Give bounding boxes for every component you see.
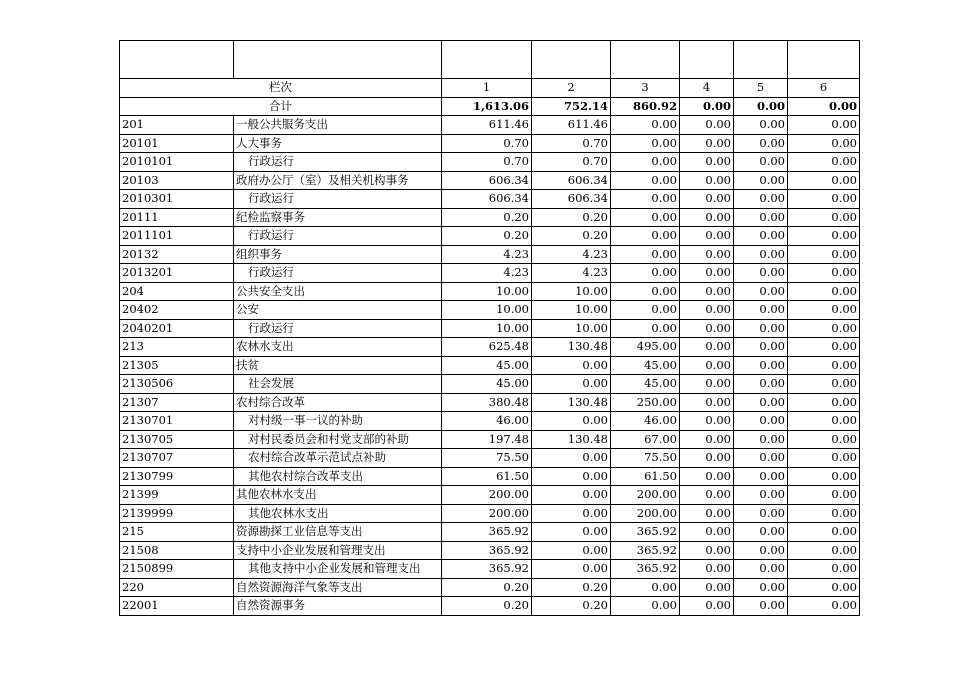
subject-code: 21305 bbox=[120, 356, 234, 375]
subject-code: 21399 bbox=[120, 486, 234, 505]
table-row bbox=[120, 560, 860, 579]
subject-name: 其他农村综合改革支出 bbox=[234, 467, 442, 486]
table-row bbox=[120, 356, 860, 375]
amount-cell: 0.00 bbox=[788, 338, 860, 357]
amount-cell: 0.70 bbox=[442, 153, 532, 172]
table-row bbox=[120, 523, 860, 542]
amount-cell: 0.00 bbox=[532, 375, 611, 394]
total-row bbox=[120, 97, 860, 116]
table-row bbox=[120, 264, 860, 283]
table-row bbox=[120, 430, 860, 449]
amount-cell: 0.00 bbox=[532, 560, 611, 579]
subject-code: 213 bbox=[120, 338, 234, 357]
amount-cell: 0.00 bbox=[680, 560, 734, 579]
total-value: 752.14 bbox=[532, 97, 611, 116]
amount-cell: 0.00 bbox=[611, 264, 680, 283]
table-body bbox=[120, 41, 860, 616]
amount-cell: 0.00 bbox=[788, 467, 860, 486]
amount-cell: 0.00 bbox=[680, 375, 734, 394]
header-cell bbox=[680, 41, 734, 79]
amount-cell: 0.00 bbox=[734, 467, 788, 486]
subject-name: 自然资源事务 bbox=[234, 597, 442, 616]
amount-cell: 606.34 bbox=[442, 171, 532, 190]
amount-cell: 0.00 bbox=[734, 171, 788, 190]
amount-cell: 0.00 bbox=[532, 523, 611, 542]
column-index: 5 bbox=[734, 79, 788, 98]
amount-cell: 0.00 bbox=[734, 282, 788, 301]
table-row bbox=[120, 486, 860, 505]
amount-cell: 0.00 bbox=[611, 245, 680, 264]
amount-cell: 0.00 bbox=[680, 504, 734, 523]
header-cell bbox=[442, 41, 532, 79]
amount-cell: 0.00 bbox=[788, 171, 860, 190]
table-row bbox=[120, 597, 860, 616]
amount-cell: 365.92 bbox=[442, 523, 532, 542]
table-row bbox=[120, 541, 860, 560]
budget-table bbox=[119, 40, 860, 616]
amount-cell: 0.00 bbox=[680, 282, 734, 301]
amount-cell: 10.00 bbox=[532, 301, 611, 320]
subject-code: 2130506 bbox=[120, 375, 234, 394]
subject-name: 纪检监察事务 bbox=[234, 208, 442, 227]
amount-cell: 0.00 bbox=[734, 208, 788, 227]
table-row bbox=[120, 208, 860, 227]
amount-cell: 0.00 bbox=[680, 190, 734, 209]
amount-cell: 4.23 bbox=[532, 264, 611, 283]
subject-code: 2130707 bbox=[120, 449, 234, 468]
amount-cell: 0.00 bbox=[680, 301, 734, 320]
amount-cell: 0.00 bbox=[788, 190, 860, 209]
amount-cell: 0.00 bbox=[532, 467, 611, 486]
subject-name: 其他农林水支出 bbox=[234, 486, 442, 505]
amount-cell: 45.00 bbox=[611, 375, 680, 394]
amount-cell: 625.48 bbox=[442, 338, 532, 357]
amount-cell: 0.20 bbox=[442, 578, 532, 597]
subject-code: 21508 bbox=[120, 541, 234, 560]
subject-code: 2010301 bbox=[120, 190, 234, 209]
amount-cell: 0.00 bbox=[532, 486, 611, 505]
amount-cell: 0.20 bbox=[442, 208, 532, 227]
total-value: 860.92 bbox=[611, 97, 680, 116]
subject-code: 201 bbox=[120, 116, 234, 135]
amount-cell: 0.70 bbox=[442, 134, 532, 153]
subject-name: 行政运行 bbox=[234, 190, 442, 209]
amount-cell: 0.00 bbox=[611, 190, 680, 209]
amount-cell: 0.00 bbox=[680, 412, 734, 431]
amount-cell: 0.00 bbox=[680, 523, 734, 542]
amount-cell: 0.00 bbox=[734, 190, 788, 209]
amount-cell: 0.00 bbox=[788, 282, 860, 301]
amount-cell: 0.00 bbox=[734, 116, 788, 135]
total-value: 0.00 bbox=[788, 97, 860, 116]
subject-code: 2040201 bbox=[120, 319, 234, 338]
amount-cell: 606.34 bbox=[442, 190, 532, 209]
amount-cell: 250.00 bbox=[611, 393, 680, 412]
amount-cell: 611.46 bbox=[532, 116, 611, 135]
amount-cell: 0.20 bbox=[442, 227, 532, 246]
amount-cell: 0.00 bbox=[611, 282, 680, 301]
subject-code: 2011101 bbox=[120, 227, 234, 246]
amount-cell: 0.00 bbox=[788, 116, 860, 135]
amount-cell: 67.00 bbox=[611, 430, 680, 449]
amount-cell: 10.00 bbox=[442, 319, 532, 338]
subject-name: 自然资源海洋气象等支出 bbox=[234, 578, 442, 597]
subject-name: 资源勘探工业信息等支出 bbox=[234, 523, 442, 542]
amount-cell: 0.00 bbox=[788, 560, 860, 579]
amount-cell: 10.00 bbox=[532, 319, 611, 338]
column-index: 3 bbox=[611, 79, 680, 98]
subject-code: 22001 bbox=[120, 597, 234, 616]
amount-cell: 0.00 bbox=[680, 356, 734, 375]
amount-cell: 365.92 bbox=[442, 560, 532, 579]
amount-cell: 0.00 bbox=[734, 504, 788, 523]
subject-code: 2150899 bbox=[120, 560, 234, 579]
table-row bbox=[120, 375, 860, 394]
amount-cell: 130.48 bbox=[532, 430, 611, 449]
header-cell bbox=[120, 41, 234, 79]
amount-cell: 200.00 bbox=[611, 486, 680, 505]
amount-cell: 606.34 bbox=[532, 190, 611, 209]
amount-cell: 0.00 bbox=[611, 171, 680, 190]
amount-cell: 0.00 bbox=[788, 541, 860, 560]
amount-cell: 0.00 bbox=[680, 430, 734, 449]
amount-cell: 0.00 bbox=[788, 412, 860, 431]
amount-cell: 0.00 bbox=[734, 375, 788, 394]
table-row bbox=[120, 319, 860, 338]
subject-name: 公安 bbox=[234, 301, 442, 320]
table-row bbox=[120, 467, 860, 486]
amount-cell: 0.20 bbox=[442, 597, 532, 616]
amount-cell: 0.00 bbox=[734, 449, 788, 468]
table-row bbox=[120, 153, 860, 172]
amount-cell: 0.00 bbox=[734, 319, 788, 338]
amount-cell: 0.00 bbox=[788, 375, 860, 394]
amount-cell: 0.00 bbox=[734, 356, 788, 375]
amount-cell: 0.70 bbox=[532, 134, 611, 153]
amount-cell: 0.00 bbox=[734, 134, 788, 153]
amount-cell: 0.00 bbox=[611, 301, 680, 320]
subject-code: 2010101 bbox=[120, 153, 234, 172]
amount-cell: 0.00 bbox=[734, 560, 788, 579]
header-cell bbox=[234, 41, 442, 79]
amount-cell: 200.00 bbox=[442, 486, 532, 505]
total-label: 合计 bbox=[120, 97, 442, 116]
amount-cell: 4.23 bbox=[442, 264, 532, 283]
amount-cell: 0.00 bbox=[734, 541, 788, 560]
total-value: 1,613.06 bbox=[442, 97, 532, 116]
subject-code: 2130705 bbox=[120, 430, 234, 449]
amount-cell: 0.00 bbox=[788, 153, 860, 172]
amount-cell: 0.00 bbox=[680, 134, 734, 153]
subject-code: 20111 bbox=[120, 208, 234, 227]
subject-name: 支持中小企业发展和管理支出 bbox=[234, 541, 442, 560]
amount-cell: 0.00 bbox=[788, 504, 860, 523]
amount-cell: 4.23 bbox=[532, 245, 611, 264]
amount-cell: 606.34 bbox=[532, 171, 611, 190]
header-cell bbox=[788, 41, 860, 79]
amount-cell: 0.00 bbox=[680, 116, 734, 135]
amount-cell: 380.48 bbox=[442, 393, 532, 412]
amount-cell: 0.00 bbox=[788, 449, 860, 468]
amount-cell: 0.00 bbox=[680, 208, 734, 227]
amount-cell: 0.00 bbox=[611, 116, 680, 135]
amount-cell: 0.20 bbox=[532, 227, 611, 246]
amount-cell: 45.00 bbox=[611, 356, 680, 375]
table-row bbox=[120, 245, 860, 264]
amount-cell: 0.00 bbox=[680, 467, 734, 486]
amount-cell: 365.92 bbox=[611, 560, 680, 579]
amount-cell: 0.00 bbox=[611, 134, 680, 153]
amount-cell: 0.00 bbox=[788, 208, 860, 227]
subject-name: 社会发展 bbox=[234, 375, 442, 394]
subject-name: 扶贫 bbox=[234, 356, 442, 375]
subject-code: 2013201 bbox=[120, 264, 234, 283]
subject-name: 行政运行 bbox=[234, 153, 442, 172]
amount-cell: 0.00 bbox=[680, 449, 734, 468]
subject-code: 2130701 bbox=[120, 412, 234, 431]
subject-code: 2130799 bbox=[120, 467, 234, 486]
amount-cell: 0.20 bbox=[532, 597, 611, 616]
amount-cell: 0.00 bbox=[611, 578, 680, 597]
amount-cell: 611.46 bbox=[442, 116, 532, 135]
amount-cell: 495.00 bbox=[611, 338, 680, 357]
table-row bbox=[120, 412, 860, 431]
subject-code: 20132 bbox=[120, 245, 234, 264]
amount-cell: 0.00 bbox=[734, 486, 788, 505]
amount-cell: 0.00 bbox=[734, 264, 788, 283]
amount-cell: 10.00 bbox=[442, 282, 532, 301]
table-row bbox=[120, 116, 860, 135]
amount-cell: 0.00 bbox=[680, 171, 734, 190]
subject-name: 行政运行 bbox=[234, 264, 442, 283]
amount-cell: 0.00 bbox=[611, 208, 680, 227]
subject-code: 20402 bbox=[120, 301, 234, 320]
amount-cell: 0.00 bbox=[788, 227, 860, 246]
subject-name: 农林水支出 bbox=[234, 338, 442, 357]
amount-cell: 0.00 bbox=[680, 264, 734, 283]
amount-cell: 0.00 bbox=[788, 523, 860, 542]
subject-name: 其他农林水支出 bbox=[234, 504, 442, 523]
table-row bbox=[120, 227, 860, 246]
amount-cell: 0.00 bbox=[788, 430, 860, 449]
column-index: 1 bbox=[442, 79, 532, 98]
amount-cell: 0.00 bbox=[788, 356, 860, 375]
header-blank-row bbox=[120, 41, 860, 79]
amount-cell: 0.00 bbox=[611, 597, 680, 616]
amount-cell: 0.00 bbox=[788, 134, 860, 153]
amount-cell: 0.00 bbox=[788, 578, 860, 597]
amount-cell: 0.00 bbox=[734, 393, 788, 412]
amount-cell: 0.00 bbox=[611, 227, 680, 246]
amount-cell: 0.00 bbox=[611, 153, 680, 172]
subject-code: 220 bbox=[120, 578, 234, 597]
table-row bbox=[120, 449, 860, 468]
amount-cell: 0.00 bbox=[788, 245, 860, 264]
header-cell bbox=[532, 41, 611, 79]
total-value: 0.00 bbox=[734, 97, 788, 116]
amount-cell: 0.00 bbox=[680, 578, 734, 597]
amount-cell: 0.00 bbox=[680, 245, 734, 264]
amount-cell: 0.70 bbox=[532, 153, 611, 172]
amount-cell: 197.48 bbox=[442, 430, 532, 449]
amount-cell: 0.00 bbox=[734, 245, 788, 264]
subject-name: 农村综合改革 bbox=[234, 393, 442, 412]
amount-cell: 0.00 bbox=[734, 430, 788, 449]
amount-cell: 10.00 bbox=[442, 301, 532, 320]
amount-cell: 0.00 bbox=[611, 319, 680, 338]
amount-cell: 0.00 bbox=[680, 319, 734, 338]
table-row bbox=[120, 134, 860, 153]
table-row bbox=[120, 190, 860, 209]
amount-cell: 0.00 bbox=[734, 578, 788, 597]
amount-cell: 0.00 bbox=[680, 153, 734, 172]
amount-cell: 0.00 bbox=[532, 412, 611, 431]
amount-cell: 61.50 bbox=[442, 467, 532, 486]
column-index-row bbox=[120, 79, 860, 98]
subject-code: 20103 bbox=[120, 171, 234, 190]
amount-cell: 130.48 bbox=[532, 393, 611, 412]
table-row bbox=[120, 578, 860, 597]
amount-cell: 0.00 bbox=[788, 393, 860, 412]
table-row bbox=[120, 393, 860, 412]
amount-cell: 0.00 bbox=[734, 301, 788, 320]
amount-cell: 0.00 bbox=[532, 356, 611, 375]
amount-cell: 200.00 bbox=[611, 504, 680, 523]
amount-cell: 45.00 bbox=[442, 356, 532, 375]
table-row bbox=[120, 338, 860, 357]
subject-code: 21307 bbox=[120, 393, 234, 412]
amount-cell: 0.00 bbox=[788, 597, 860, 616]
subject-name: 一般公共服务支出 bbox=[234, 116, 442, 135]
amount-cell: 0.00 bbox=[680, 227, 734, 246]
amount-cell: 130.48 bbox=[532, 338, 611, 357]
subject-name: 行政运行 bbox=[234, 319, 442, 338]
amount-cell: 0.00 bbox=[532, 541, 611, 560]
amount-cell: 10.00 bbox=[532, 282, 611, 301]
amount-cell: 0.00 bbox=[788, 264, 860, 283]
amount-cell: 0.00 bbox=[734, 523, 788, 542]
subject-name: 行政运行 bbox=[234, 227, 442, 246]
amount-cell: 0.20 bbox=[532, 578, 611, 597]
subject-name: 其他支持中小企业发展和管理支出 bbox=[234, 560, 442, 579]
amount-cell: 365.92 bbox=[442, 541, 532, 560]
amount-cell: 0.00 bbox=[532, 449, 611, 468]
subject-name: 对村级一事一议的补助 bbox=[234, 412, 442, 431]
amount-cell: 0.00 bbox=[734, 338, 788, 357]
amount-cell: 46.00 bbox=[611, 412, 680, 431]
subject-name: 组织事务 bbox=[234, 245, 442, 264]
amount-cell: 61.50 bbox=[611, 467, 680, 486]
amount-cell: 75.50 bbox=[611, 449, 680, 468]
header-cell bbox=[734, 41, 788, 79]
amount-cell: 75.50 bbox=[442, 449, 532, 468]
amount-cell: 46.00 bbox=[442, 412, 532, 431]
amount-cell: 365.92 bbox=[611, 541, 680, 560]
subject-name: 人大事务 bbox=[234, 134, 442, 153]
subject-code: 215 bbox=[120, 523, 234, 542]
subject-code: 20101 bbox=[120, 134, 234, 153]
amount-cell: 0.00 bbox=[680, 486, 734, 505]
amount-cell: 0.00 bbox=[680, 338, 734, 357]
amount-cell: 200.00 bbox=[442, 504, 532, 523]
amount-cell: 0.00 bbox=[532, 504, 611, 523]
total-value: 0.00 bbox=[680, 97, 734, 116]
amount-cell: 0.00 bbox=[788, 301, 860, 320]
subject-name: 农村综合改革示范试点补助 bbox=[234, 449, 442, 468]
amount-cell: 45.00 bbox=[442, 375, 532, 394]
header-cell bbox=[611, 41, 680, 79]
column-index: 2 bbox=[532, 79, 611, 98]
amount-cell: 0.00 bbox=[680, 597, 734, 616]
subject-name: 公共安全支出 bbox=[234, 282, 442, 301]
subject-code: 2139999 bbox=[120, 504, 234, 523]
amount-cell: 0.00 bbox=[734, 227, 788, 246]
amount-cell: 0.00 bbox=[734, 412, 788, 431]
column-index: 6 bbox=[788, 79, 860, 98]
amount-cell: 365.92 bbox=[611, 523, 680, 542]
amount-cell: 0.00 bbox=[734, 597, 788, 616]
amount-cell: 0.00 bbox=[680, 393, 734, 412]
amount-cell: 0.00 bbox=[788, 319, 860, 338]
amount-cell: 0.00 bbox=[680, 541, 734, 560]
table-row bbox=[120, 171, 860, 190]
amount-cell: 0.00 bbox=[788, 486, 860, 505]
subject-code: 204 bbox=[120, 282, 234, 301]
subject-name: 对村民委员会和村党支部的补助 bbox=[234, 430, 442, 449]
subject-name: 政府办公厅（室）及相关机构事务 bbox=[234, 171, 442, 190]
amount-cell: 4.23 bbox=[442, 245, 532, 264]
amount-cell: 0.20 bbox=[532, 208, 611, 227]
amount-cell: 0.00 bbox=[734, 153, 788, 172]
table-row bbox=[120, 301, 860, 320]
table-row bbox=[120, 504, 860, 523]
index-label: 栏次 bbox=[120, 79, 442, 98]
table-row bbox=[120, 282, 860, 301]
column-index: 4 bbox=[680, 79, 734, 98]
